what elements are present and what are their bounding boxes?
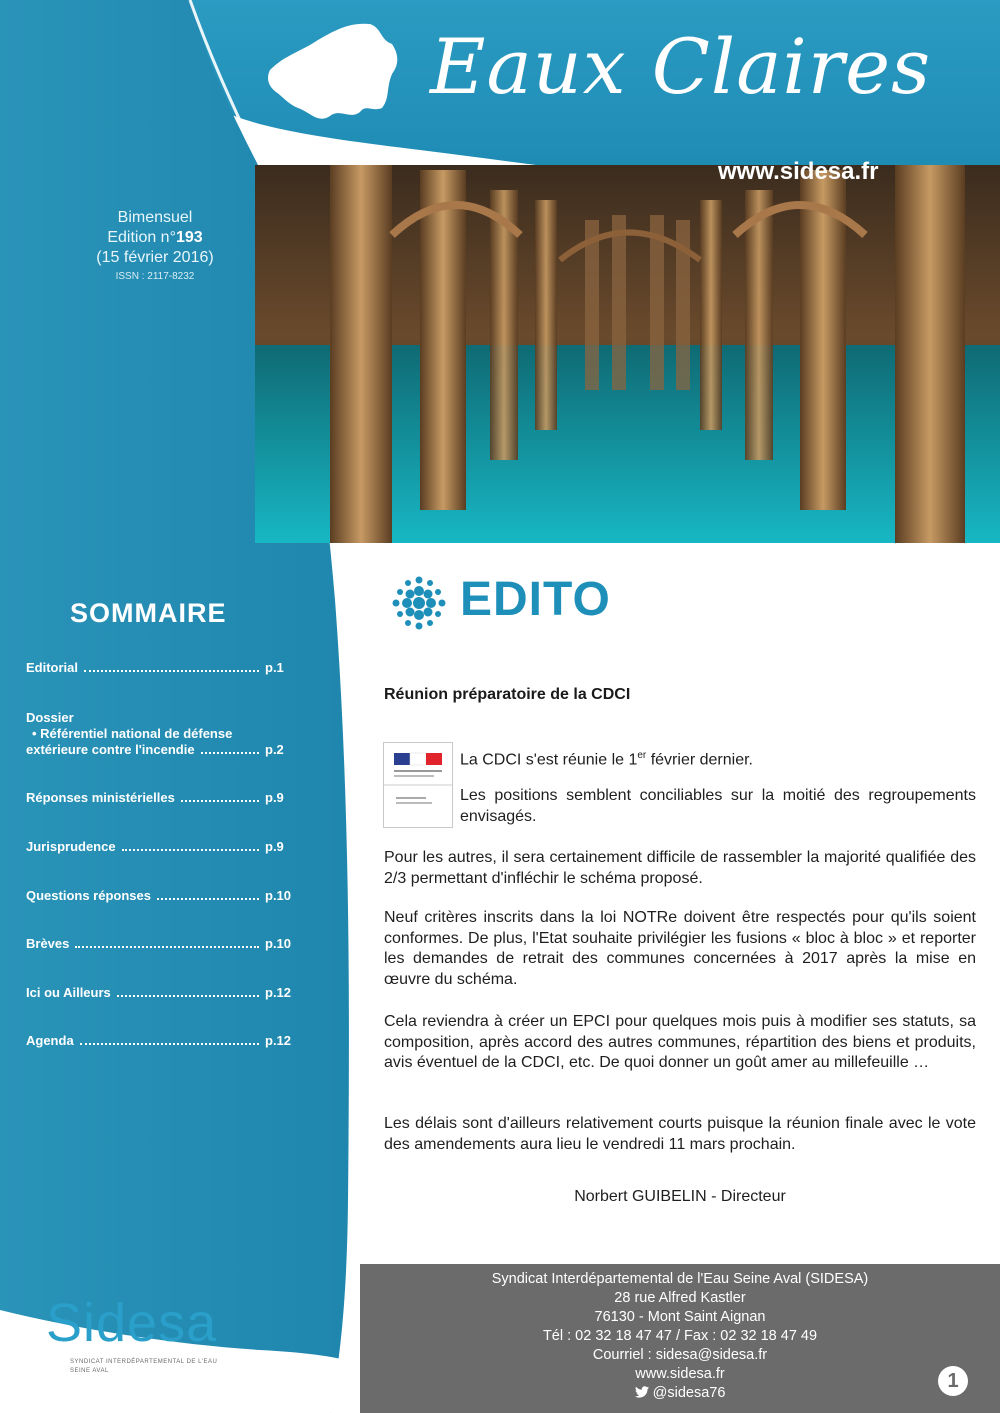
cistern-photo — [255, 165, 1000, 543]
toc-dots — [117, 995, 259, 997]
sommaire-title: SOMMAIRE — [70, 598, 227, 628]
edition-number: 193 — [175, 229, 203, 246]
edition-info — [40, 208, 270, 286]
toc-page: p.9 — [265, 839, 284, 854]
edition-prefix: Edition n° — [107, 229, 176, 246]
phone-fax: Tél : 02 32 18 47 47 / Fax : 02 32 18 47 49 — [542, 1328, 818, 1344]
toc-sub-label-2: extérieure contre l'incendie — [26, 742, 195, 757]
toc-label: Agenda — [26, 1033, 74, 1048]
toc-label: Ici ou Ailleurs — [26, 985, 111, 1000]
toc-item-dossier[interactable] — [26, 710, 301, 757]
toc-dots — [75, 946, 259, 948]
footer-website[interactable]: www.sidesa.fr — [635, 1366, 725, 1382]
toc-item-editorial[interactable] — [26, 660, 301, 675]
newsletter-title: Eaux Claires — [430, 22, 932, 111]
toc-label: Editorial — [26, 660, 79, 675]
toc-label: Réponses ministérielles — [26, 790, 175, 805]
p1-part-b: février dernier. — [646, 751, 753, 769]
sidesa-logo-tagline: SYNDICAT INTERDÉPARTEMENTAL DE L'EAU SEINE AVAL — [70, 1359, 218, 1374]
toc-dots — [157, 898, 259, 900]
toc-label: Questions réponses — [26, 888, 151, 903]
republique-francaise-logo — [383, 742, 453, 828]
toc-dots — [122, 849, 259, 851]
edition-date: (15 février 2016) — [96, 249, 214, 266]
toc-sub-label: • Référentiel national de défense — [32, 726, 233, 741]
twitter-icon — [635, 1386, 649, 1398]
edito-paragraph-4: Neuf critères inscrits dans la loi NOTRe doivent être respectés pour qu'ils soient conformes. De plus, l'Etat souhaite privilégier les fusions « bloc à bloc » et reporter les demandes de retrait des communes concernées à 2017 après la mise en œuvre du schéma. — [384, 909, 976, 988]
toc-item-agenda[interactable] — [26, 1033, 301, 1048]
twitter-line[interactable] — [360, 1384, 1000, 1403]
edito-paragraph-5: Cela reviendra à créer un EPCI pour quelques mois puis à modifier ses statuts, sa composition, après accord des autres communes, répartition des biens et produits, avis éventuel de la CDCI, etc. De quoi donner un goût amer au millefeuille … — [384, 1013, 976, 1071]
twitter-handle: @sidesa76 — [652, 1385, 726, 1401]
edition-number-line — [40, 228, 270, 248]
edito-title: EDITO — [460, 573, 611, 626]
toc-page: p.1 — [265, 660, 284, 675]
toc-page: p.10 — [265, 936, 292, 951]
issn: ISSN : 2117-8232 — [115, 271, 195, 282]
org-name: Syndicat Interdépartemental de l'Eau Seine Aval (SIDESA) — [491, 1271, 869, 1287]
edito-paragraph-3: Pour les autres, il sera certainement difficile de rassembler la majorité qualifiée des 2/3 permettant d'infléchir le schéma proposé. — [384, 849, 976, 887]
toc-item-questions-reponses[interactable] — [26, 888, 301, 903]
sidesa-logo: Sidesa — [46, 1293, 218, 1353]
edito-paragraph-6: Les délais sont d'ailleurs relativement courts puisque la réunion finale avec le vote des amendements aura lieu le vendredi 11 mars prochain. — [384, 1115, 976, 1153]
toc-page: p.12 — [265, 985, 292, 1000]
address-city: 76130 - Mont Saint Aignan — [594, 1309, 766, 1325]
toc-item-reponses-ministerielles[interactable] — [26, 790, 301, 805]
toc-page: p.10 — [265, 888, 292, 903]
toc-page: p.2 — [265, 742, 284, 757]
p1-superscript: er — [637, 750, 647, 761]
toc-page: p.12 — [265, 1033, 292, 1048]
email[interactable]: Courriel : sidesa@sidesa.fr — [592, 1347, 768, 1363]
toc-label: Jurisprudence — [26, 839, 116, 854]
footer-contact — [360, 1270, 1000, 1403]
toc-item-breves[interactable] — [26, 936, 301, 951]
toc-dots — [84, 670, 259, 672]
signature: Norbert GUIBELIN - Directeur — [574, 1188, 786, 1205]
toc-label: Brèves — [26, 936, 70, 951]
address-street: 28 rue Alfred Kastler — [614, 1290, 746, 1306]
toc-page: p.9 — [265, 790, 284, 805]
edito-subhead: Réunion préparatoire de la CDCI — [384, 686, 631, 703]
p1-part-a: La CDCI s'est réunie le 1 — [460, 751, 638, 769]
toc-item-jurisprudence[interactable] — [26, 839, 301, 854]
toc-dots — [181, 800, 259, 802]
toc-dots — [201, 752, 259, 754]
edito-paragraph-2: Les positions semblent conciliables sur la moitié des regroupements envisagés. — [460, 787, 976, 825]
frequency: Bimensuel — [117, 209, 193, 226]
page-number: 1 — [938, 1366, 968, 1396]
edito-paragraph-1 — [460, 746, 976, 771]
toc-label: Dossier — [26, 710, 74, 725]
website-link[interactable]: www.sidesa.fr — [718, 158, 879, 185]
toc-item-ici-ou-ailleurs[interactable] — [26, 985, 301, 1000]
toc-dots — [80, 1043, 259, 1045]
dots-cluster-icon — [390, 574, 448, 632]
